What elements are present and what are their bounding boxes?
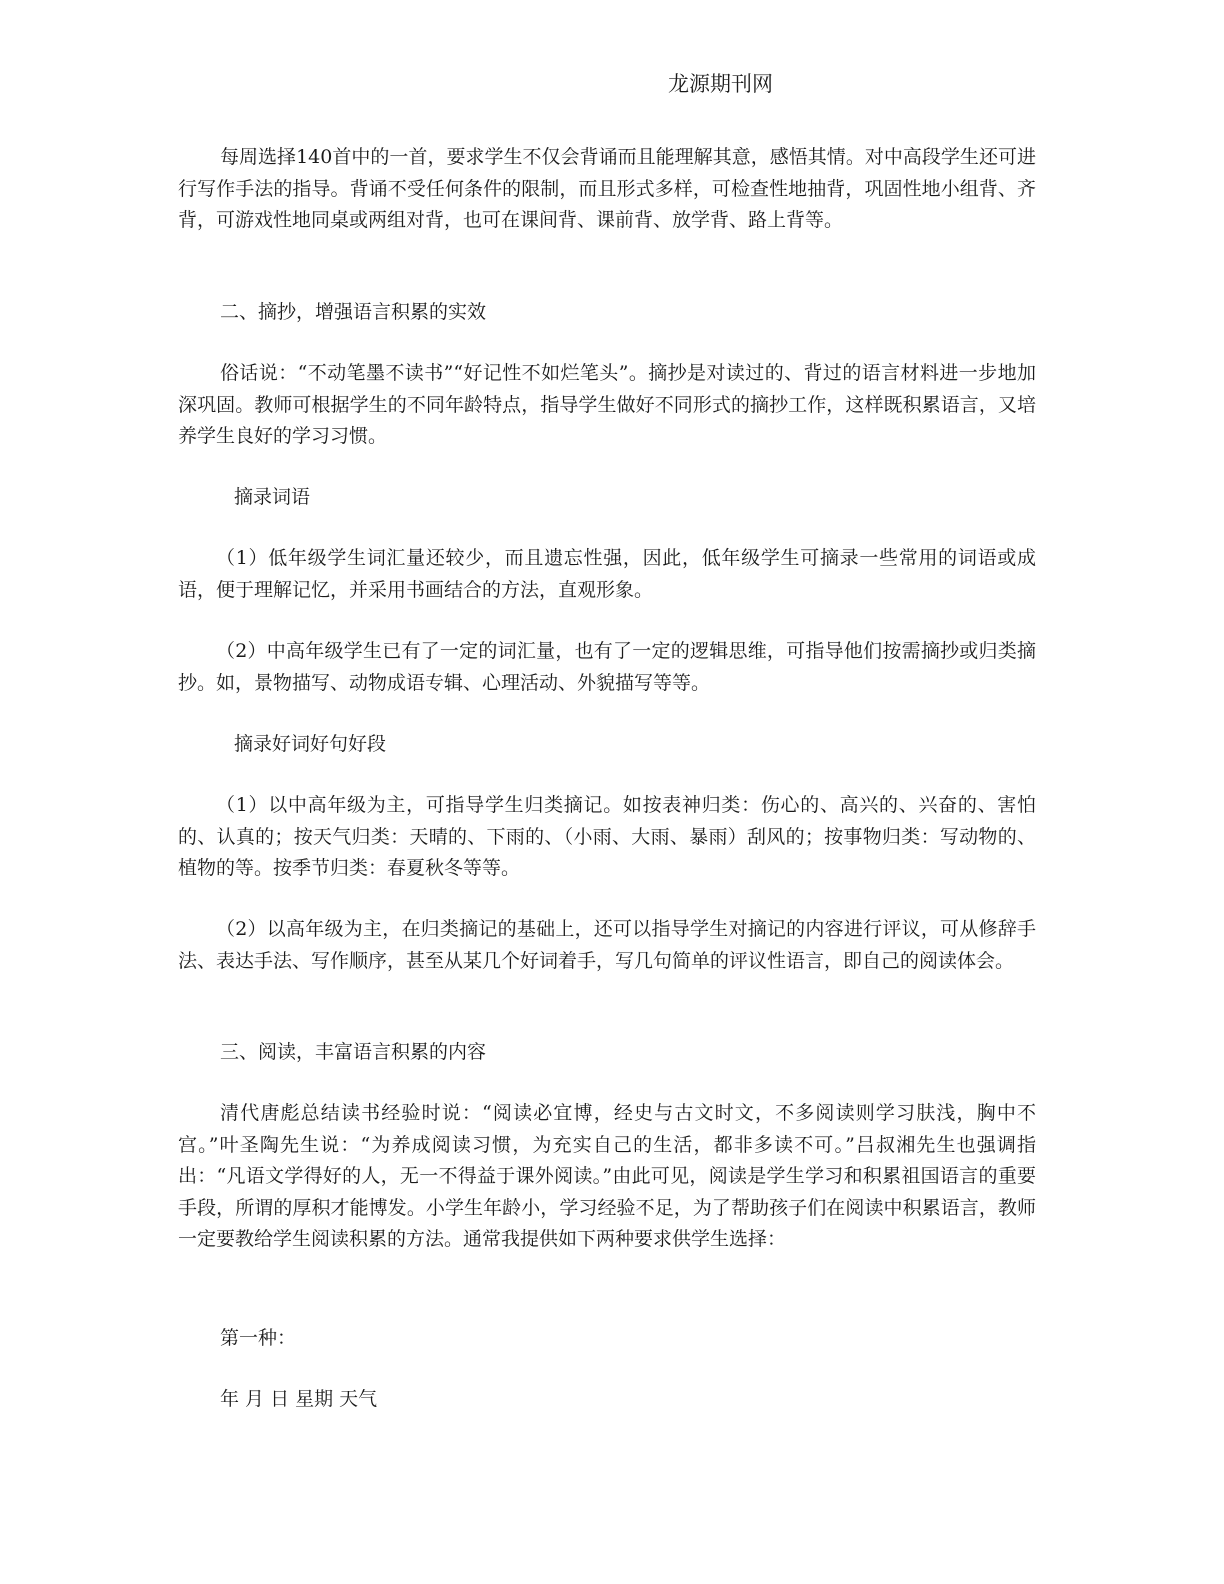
section-heading-excerpt: 二、摘抄，增强语言积累的实效	[220, 301, 487, 323]
paragraph-sentences-classify: （1）以中高年级为主，可指导学生归类摘记。如按表神归类：伤心的、高兴的、兴奋的、害怕的、认真的；按天气归类：天晴的、下雨的、（小雨、大雨、暴雨）刮风的；按事物归类：写动物的、植物的等。按季节归类：春夏秋冬等等。	[178, 794, 1036, 879]
paragraph-words-high-grade: （2）中高年级学生已有了一定的词汇量，也有了一定的逻辑思维，可指导他们按需摘抄或归类摘抄。如，景物描写、动物成语专辑、心理活动、外貌描写等等。	[178, 640, 1036, 694]
page-header-title: 龙源期刊网	[668, 72, 773, 96]
paragraph-recitation: 每周选择140首中的一首，要求学生不仅会背诵而且能理解其意，感悟其情。对中高段学生还可进行写作手法的指导。背诵不受任何条件的限制，而且形式多样，可检查性地抽背，巩固性地小组背、齐背，可游戏性地同桌或两组对背，也可在课间背、课前背、放学背、路上背等。	[178, 146, 1036, 231]
section-heading-reading: 三、阅读，丰富语言积累的内容	[220, 1041, 487, 1063]
paragraph-date-weather: 年 月 日 星期 天气	[220, 1388, 378, 1410]
subheading-excerpt-sentences: 摘录好词好句好段	[234, 733, 387, 755]
paragraph-sentences-comment: （2）以高年级为主，在归类摘记的基础上，还可以指导学生对摘记的内容进行评议，可从修辞手法、表达手法、写作顺序，甚至从某几个好词着手，写几句简单的评议性语言，即自己的阅读体会。	[178, 918, 1036, 972]
paragraph-words-low-grade: （1）低年级学生词汇量还较少，而且遗忘性强，因此，低年级学生可摘录一些常用的词语或成语，便于理解记忆，并采用书画结合的方法，直观形象。	[178, 547, 1036, 601]
subheading-excerpt-words: 摘录词语	[234, 486, 311, 508]
paragraph-first-type: 第一种：	[220, 1327, 297, 1349]
paragraph-excerpt-intro: 俗话说：“不动笔墨不读书”“好记性不如烂笔头”。摘抄是对读过的、背过的语言材料进一步地加深巩固。教师可根据学生的不同年龄特点，指导学生做好不同形式的摘抄工作，这样既积累语言，又培养学生良好的学习习惯。	[178, 362, 1036, 447]
paragraph-reading-quotes: 清代唐彪总结读书经验时说：“阅读必宜博，经史与古文时文，不多阅读则学习肤浅，胸中不宫。”叶圣陶先生说：“为养成阅读习惯，为充实自己的生活，都非多读不可。”吕叔湘先生也强调指出：“凡语文学得好的人，无一不得益于课外阅读。”由此可见，阅读是学生学习和积累祖国语言的重要手段，所谓的厚积才能博发。小学生年龄小，学习经验不足，为了帮助孩子们在阅读中积累语言，教师一定要教给学生阅读积累的方法。通常我提供如下两种要求供学生选择：	[178, 1102, 1036, 1250]
